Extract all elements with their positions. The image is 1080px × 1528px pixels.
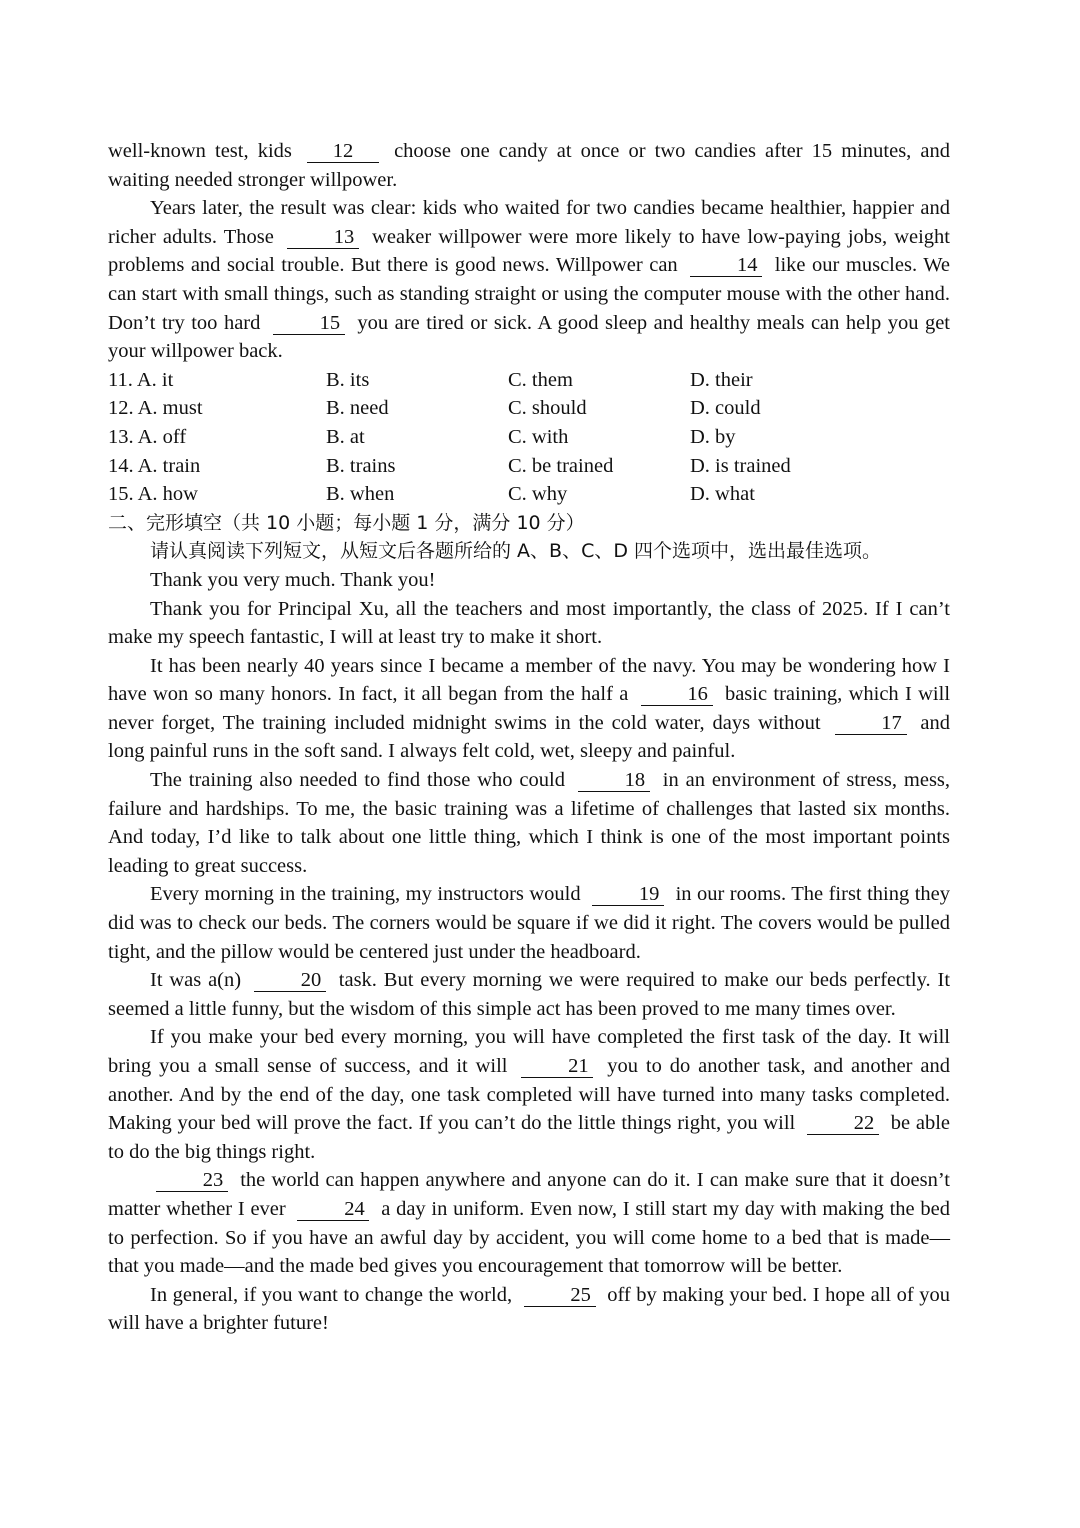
option-12b[interactable]: B. need (326, 397, 389, 420)
s2-paragraph-2: It has been nearly 40 years since I became a member of the navy. You may be wondering how I have won so many honors. In fact, it all began from the half a 16 basic training, which I will never forget, The training included midnight swims in the cold water, days without 17 and long painful runs in the soft sand. I always felt cold, wet, sleepy and painful. (108, 654, 951, 763)
blank-16[interactable]: 16 (641, 683, 713, 706)
blank-12[interactable]: 12 (307, 140, 379, 163)
s2-paragraph-8: In general, if you want to change the world, 25 off by making your bed. I hope all of you will have a brighter future! (108, 1283, 951, 1335)
section-instruction: 请认真阅读下列短文，从短文后各题所给的 A、B、C、D 四个选项中，选出最佳选项。 (150, 540, 882, 563)
s2-paragraph-7: 23 the world can happen anywhere and anyone can do it. I can make sure that it doesn’t matter whether I ever 24 a day in uniform. Even now, I still start my day with making the bed to perfection. So if you have an awful day by accident, you will come home to a bed that is made—that you made—and the made bed gives you encouragement that tomorrow will be better. (108, 1169, 951, 1278)
blank-14[interactable]: 14 (690, 254, 762, 277)
option-15b[interactable]: B. when (326, 483, 395, 506)
option-14c[interactable]: C. be trained (508, 454, 614, 477)
blank-23[interactable]: 23 (156, 1169, 228, 1192)
blank-25[interactable]: 25 (524, 1284, 596, 1307)
blank-17[interactable]: 17 (835, 712, 907, 735)
s2-paragraph-0: Thank you very much. Thank you! (150, 568, 436, 591)
option-13d[interactable]: D. by (690, 425, 736, 448)
option-11a[interactable]: 11. A. it (108, 368, 174, 391)
s2-paragraph-1: Thank you for Principal Xu, all the teachers and most importantly, the class of 2025. If I can’t make my speech fantastic, I will at least try to make it short. (108, 597, 950, 649)
option-13c[interactable]: C. with (508, 425, 569, 448)
option-14a[interactable]: 14. A. train (108, 454, 201, 477)
option-11b[interactable]: B. its (326, 368, 370, 391)
blank-24[interactable]: 24 (297, 1198, 369, 1221)
blank-13[interactable]: 13 (287, 226, 359, 249)
option-12d[interactable]: D. could (690, 397, 761, 420)
option-13b[interactable]: B. at (326, 425, 365, 448)
option-14d[interactable]: D. is trained (690, 454, 791, 477)
blank-18[interactable]: 18 (578, 769, 650, 792)
options-table (108, 366, 950, 509)
s1-paragraph-2: Years later, the result was clear: kids who waited for two candies became healthier, happier and richer adults. Those 13 weaker willpower were more likely to have low-paying jobs, weight problems and social trouble. But there is good news. Willpower can 14 like our muscles. We can start with small things, such as standing straight or using the computer mouse with the other hand. Don’t try too hard 15 you are tired or sick. A good sleep and healthy meals can help you get your willpower back. (108, 197, 951, 363)
blank-19[interactable]: 19 (592, 883, 664, 906)
blank-15[interactable]: 15 (273, 312, 345, 335)
option-12c[interactable]: C. should (508, 397, 587, 420)
blank-21[interactable]: 21 (521, 1055, 593, 1078)
blank-22[interactable]: 22 (807, 1112, 879, 1135)
blank-20[interactable]: 20 (254, 969, 326, 992)
option-11c[interactable]: C. them (508, 368, 573, 391)
section-heading: 二、完形填空（共 10 小题；每小题 1 分，满分 10 分） (108, 511, 585, 534)
option-13a[interactable]: 13. A. off (108, 425, 187, 448)
option-12a[interactable]: 12. A. must (108, 397, 203, 420)
s2-paragraph-5: It was a(n) 20 task. But every morning we were required to make our beds perfectly. It seemed a little funny, but the wisdom of this simple act has been proved to me many times over. (108, 969, 951, 1020)
exam-text (108, 137, 950, 1338)
option-15d[interactable]: D. what (690, 483, 755, 506)
s1-paragraph-1: well-known test, kids 12 choose one candy at once or two candies after 15 minutes, and waiting needed stronger willpower. (108, 140, 950, 191)
option-15a[interactable]: 15. A. how (108, 483, 198, 506)
option-11d[interactable]: D. their (690, 368, 753, 391)
s2-paragraph-4: Every morning in the training, my instructors would 19 in our rooms. The first thing they did was to check our beds. The corners would be square if we did it right. The covers would be pulled tight, and the pillow would be centered just under the headboard. (108, 883, 951, 963)
s2-paragraph-3: The training also needed to find those who could 18 in an environment of stress, mess, failure and hardships. To me, the basic training was a lifetime of challenges that lasted six months. And today, I’d like to talk about one little thing, which I think is one of the most important points leading to great success. (108, 769, 951, 877)
s2-paragraph-6: If you make your bed every morning, you will have completed the first task of the day. It will bring you a small sense of success, and it will 21 you to do another task, and another and another. And by the end of the day, one task completed will have turned into many tasks completed. Making your bed will prove the fact. If you can’t do the little things right, you will 22 be able to do the big things right. (108, 1026, 951, 1163)
option-15c[interactable]: C. why (508, 483, 568, 506)
option-14b[interactable]: B. trains (326, 454, 396, 477)
